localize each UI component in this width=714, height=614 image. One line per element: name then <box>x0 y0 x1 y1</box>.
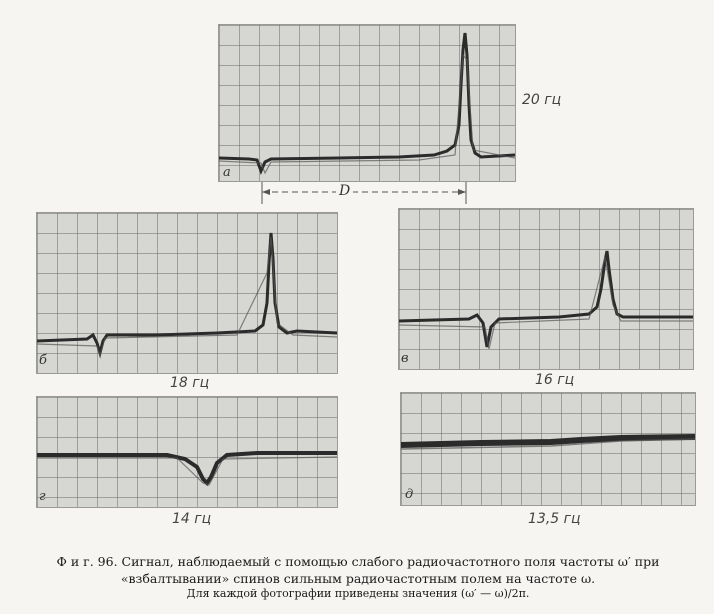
oscillogram-panel-v <box>398 208 694 370</box>
panel-letter-d: д <box>405 487 414 502</box>
figure-caption-note: Для каждой фотографии приведены значения (ω′ — ω)/2π. <box>186 587 530 600</box>
oscillogram-panel-a <box>218 24 516 182</box>
trace-g <box>37 397 337 507</box>
dimension-label: D <box>336 183 353 199</box>
trace-a <box>219 25 515 181</box>
figure-caption: Ф и г. 96. Сигнал, наблюдаемый с помощью слабого радиочастотного поля частоты ω′ при «взбалтывании» спинов сильным радиочастотным полем на частоте ω. <box>56 554 660 586</box>
panel-freq-b: 18 гц <box>170 375 210 391</box>
oscillogram-panel-g <box>36 396 338 508</box>
panel-freq-d: 13,5 гц <box>528 511 581 527</box>
oscillogram-panel-d <box>400 392 696 506</box>
panel-letter-b: б <box>39 353 47 368</box>
panel-freq-g: 14 гц <box>172 511 212 527</box>
panel-letter-v: в <box>401 351 409 366</box>
oscillogram-panel-b <box>36 212 338 374</box>
dimension-d-line <box>0 180 714 210</box>
trace-b <box>37 213 337 373</box>
trace-d <box>401 393 695 505</box>
trace-v <box>399 209 693 369</box>
panel-freq-a: 20 гц <box>522 92 562 108</box>
panel-freq-v: 16 гц <box>535 372 575 388</box>
panel-letter-g: г <box>39 489 46 504</box>
panel-letter-a: а <box>223 165 231 180</box>
